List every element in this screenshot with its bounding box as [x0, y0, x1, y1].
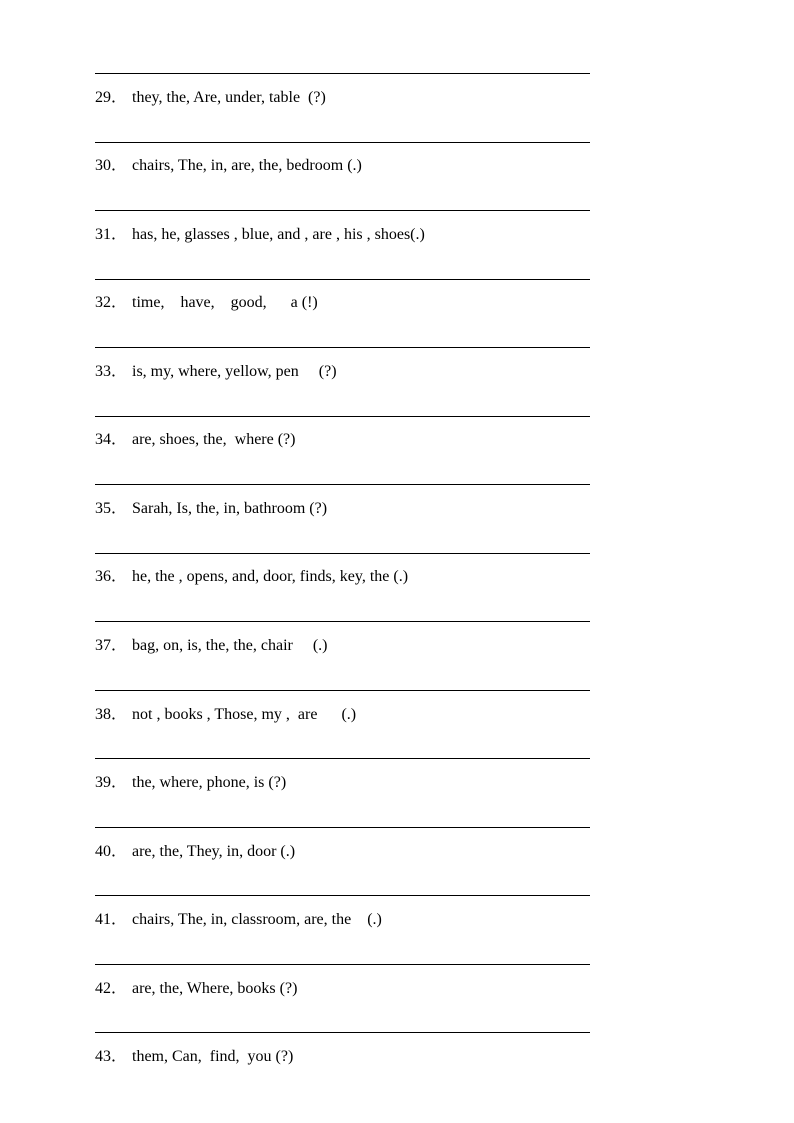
question-words: are, the, They, in, door (.) [132, 843, 296, 860]
question-number: 39． [95, 774, 128, 791]
question-words: they, the, Are, under, table (?) [132, 89, 326, 106]
question-number: 40． [95, 843, 128, 860]
question-35 [95, 498, 655, 520]
question-number: 35． [95, 500, 128, 517]
question-31 [95, 224, 655, 246]
question-words: chairs, The, in, classroom, are, the (.) [132, 911, 382, 928]
question-32 [95, 292, 655, 314]
answer-line [95, 895, 590, 896]
question-number: 42． [95, 980, 128, 997]
answer-line [95, 690, 590, 691]
question-number: 33． [95, 363, 128, 380]
question-number: 37． [95, 637, 128, 654]
question-words: Sarah, Is, the, in, bathroom (?) [132, 500, 328, 517]
question-30 [95, 155, 655, 177]
question-words: the, where, phone, is (?) [132, 774, 287, 791]
question-words: are, shoes, the, where (?) [132, 431, 296, 448]
question-number: 32． [95, 294, 128, 311]
question-number: 31． [95, 226, 128, 243]
answer-line [95, 553, 590, 554]
answer-line [95, 621, 590, 622]
question-number: 34． [95, 431, 128, 448]
question-words: has, he, glasses , blue, and , are , his , shoes(.) [132, 226, 425, 243]
answer-line [95, 1032, 590, 1033]
question-words: is, my, where, yellow, pen (?) [132, 363, 337, 380]
question-40 [95, 841, 655, 863]
answer-line [95, 758, 590, 759]
answer-line [95, 416, 590, 417]
question-number: 38． [95, 706, 128, 723]
question-words: time, have, good, a (!) [132, 294, 318, 311]
question-37 [95, 635, 655, 657]
question-36 [95, 566, 655, 588]
question-43 [95, 1046, 655, 1068]
answer-line [95, 964, 590, 965]
question-words: chairs, The, in, are, the, bedroom (.) [132, 157, 362, 174]
question-number: 41． [95, 911, 128, 928]
answer-line [95, 279, 590, 280]
question-number: 43． [95, 1048, 128, 1065]
question-words: bag, on, is, the, the, chair (.) [132, 637, 328, 654]
question-words: not , books , Those, my , are (.) [132, 706, 357, 723]
question-33 [95, 361, 655, 383]
answer-line [95, 827, 590, 828]
question-number: 29． [95, 89, 128, 106]
answer-line [95, 484, 590, 485]
question-41 [95, 909, 655, 931]
question-39 [95, 772, 655, 794]
answer-line [95, 210, 590, 211]
question-34 [95, 429, 655, 451]
answer-line [95, 347, 590, 348]
question-number: 30． [95, 157, 128, 174]
question-number: 36． [95, 568, 128, 585]
answer-line [95, 73, 590, 74]
answer-line [95, 142, 590, 143]
question-29 [95, 87, 655, 109]
question-42 [95, 978, 655, 1000]
question-words: them, Can, find, you (?) [132, 1048, 294, 1065]
question-words: are, the, Where, books (?) [132, 980, 298, 997]
question-38 [95, 704, 655, 726]
question-words: he, the , opens, and, door, finds, key, the (.) [132, 568, 409, 585]
